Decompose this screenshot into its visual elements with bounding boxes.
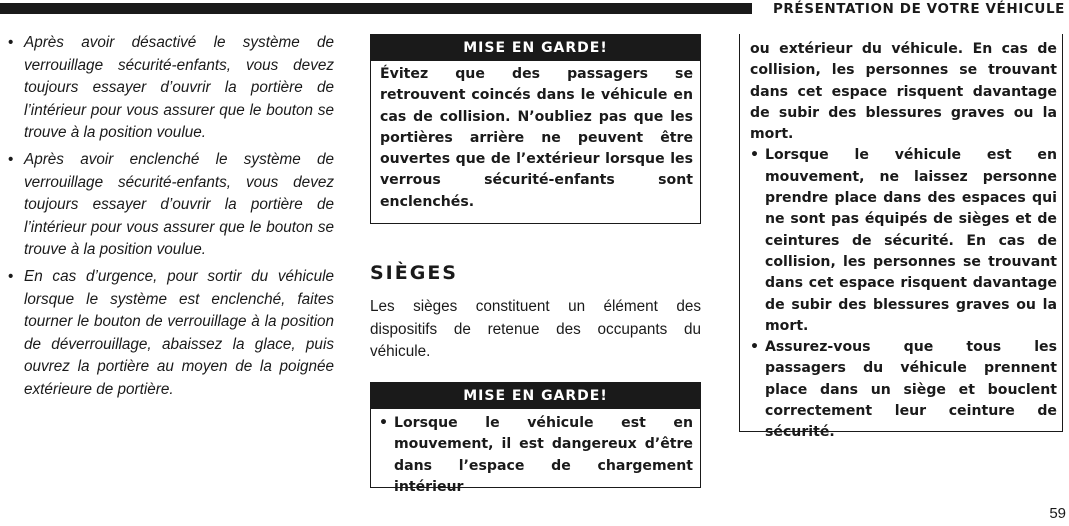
list-item: • Lorsque le véhicule est en mouvement, ne laissez personne prendre place dans des espaces qui ne sont pas équipés de sièges et de ceintures de sécurité. En cas de collision, les personnes se trouvant dans cet espace risquent davantage de subir des blessures graves ou la mort.: [750, 145, 1057, 337]
section-title: SIÈGES: [370, 262, 458, 284]
list-item: • Lorsque le véhicule est en mouvement, il est dangereux d’être dans l’espace de chargement intérieur: [379, 413, 693, 498]
list-item: • En cas d’urgence, pour sortir du véhicule lorsque le système est enclenché, faites tourner le bouton de verrouillage à la position de déverrouillage, abaissez la glace, puis ouvrez la portière au moyen de la poignée extérieure de portière.: [8, 266, 334, 402]
page-number: 59: [1049, 505, 1066, 522]
warning-text: [740, 34, 1062, 449]
running-header: PRÉSENTATION DE VOTRE VÉHICULE: [772, 1, 1065, 17]
warning-text: [371, 409, 700, 503]
list-item: • Assurez-vous que tous les passagers du véhicule prennent place dans un siège et bouclent correctement leur ceinture de sécurité.: [750, 337, 1057, 443]
right-column: [739, 34, 1063, 441]
warning-box-continued: [739, 34, 1063, 441]
warning-text: Évitez que des passagers se retrouvent coincés dans le véhicule en cas de collision. N’oubliez pas que les portières arrière ne peuvent être ouvertes que de l’extérieur lorsque les verrous sécurité-enfants sont enclenchés.: [380, 66, 693, 210]
list-item: • Après avoir enclenché le système de verrouillage sécurité-enfants, vous devez toujours essayer d’ouvrir la portière de l’intérieur pour vous assurer que le bouton se trouve à la position voulue.: [8, 149, 334, 262]
middle-column: [370, 34, 701, 495]
left-column: [8, 32, 334, 406]
warning-box-child-locks: [370, 34, 701, 224]
warning-box-cargo-area: [370, 382, 701, 495]
child-lock-bullet-list: [8, 32, 334, 402]
header-rule: [0, 3, 752, 14]
warning-heading: MISE EN GARDE!: [371, 35, 700, 61]
list-item: • Après avoir désactivé le système de verrouillage sécurité-enfants, vous devez toujours essayer d’ouvrir la portière de l’intérieur pour vous assurer que le bouton se trouve à la position voulue.: [8, 32, 334, 145]
warning-heading: MISE EN GARDE!: [371, 383, 700, 409]
warning-continuation-text: ou extérieur du véhicule. En cas de collision, les personnes se trouvant dans cet espace risquent davantage de subir des blessures graves ou la mort.: [750, 41, 1057, 143]
seats-paragraph: Les sièges constituent un élément des dispositifs de retenue des occupants du véhicule.: [370, 298, 701, 361]
